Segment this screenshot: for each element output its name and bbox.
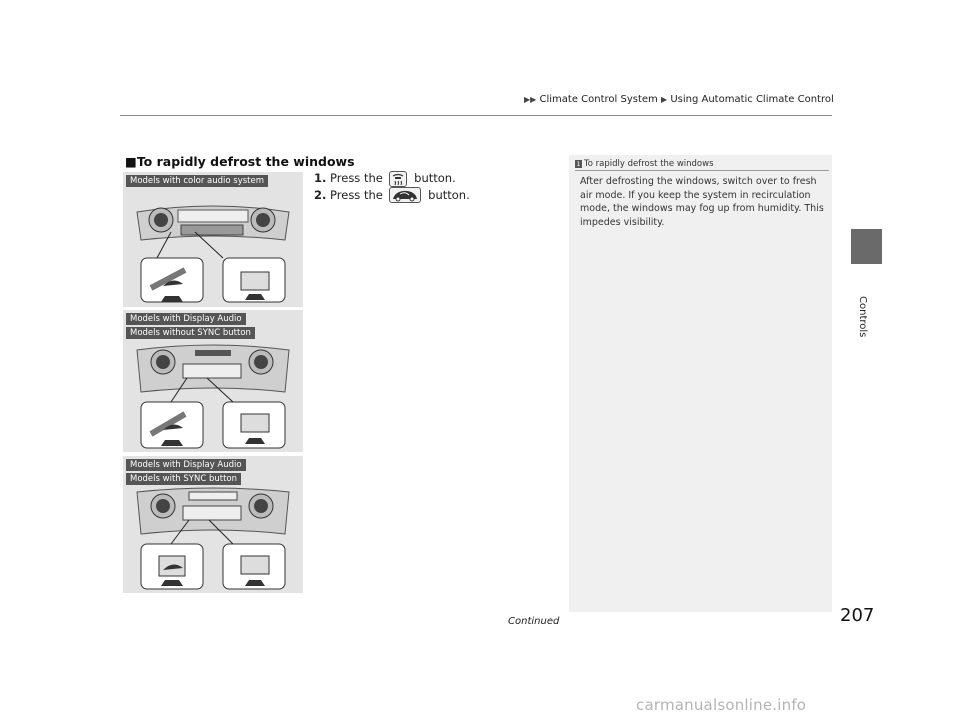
step-1: 1. Press the button. xyxy=(314,171,456,185)
recirculation-icon xyxy=(389,187,421,203)
figure-label: Models with Display Audio xyxy=(126,459,246,471)
side-tab-label: Controls xyxy=(857,296,868,338)
step-2: 2. Press the button. xyxy=(314,187,470,202)
continued-label: Continued xyxy=(508,616,560,627)
section-title: ■To rapidly defrost the windows xyxy=(125,154,355,169)
breadcrumb xyxy=(524,94,834,105)
figure-display-audio-sync xyxy=(123,456,303,593)
note-badge-icon: 1 xyxy=(576,159,581,168)
climate-panel-illustration xyxy=(123,310,303,452)
breadcrumb-arrow-icon: ▶ xyxy=(660,95,668,104)
figure-label: Models with color audio system xyxy=(126,175,268,187)
sidebar-note xyxy=(569,155,832,612)
sidebar-body: After defrosting the windows, switch over to fresh air mode. If you keep the system in recirculation mode, the windows may fog up from humidity. This impedes visibility. xyxy=(580,176,824,228)
climate-panel-illustration xyxy=(123,172,303,307)
figure-label: Models without SYNC button xyxy=(126,327,255,339)
sidebar-title: 1 To rapidly defrost the windows xyxy=(576,159,714,169)
side-tab-marker xyxy=(851,229,882,264)
figure-label: Models with Display Audio xyxy=(126,313,246,325)
breadcrumb-arrow-icon: ▶▶ xyxy=(524,95,537,104)
climate-panel-illustration xyxy=(123,456,303,593)
step-list xyxy=(314,170,470,203)
figure-color-audio xyxy=(123,172,303,307)
breadcrumb-item[interactable]: Using Automatic Climate Control xyxy=(670,94,834,105)
square-bullet-icon: ■ xyxy=(125,154,137,169)
figure-display-audio-no-sync xyxy=(123,310,303,452)
front-defrost-icon xyxy=(389,171,407,187)
sidebar-divider xyxy=(575,170,829,171)
side-tab[interactable] xyxy=(857,296,909,338)
header-divider xyxy=(120,115,832,116)
figure-label: Models with SYNC button xyxy=(126,473,241,485)
page-number: 207 xyxy=(840,605,875,626)
watermark: carmanualsonline.info xyxy=(636,696,807,714)
breadcrumb-item[interactable]: Climate Control System xyxy=(539,94,658,105)
